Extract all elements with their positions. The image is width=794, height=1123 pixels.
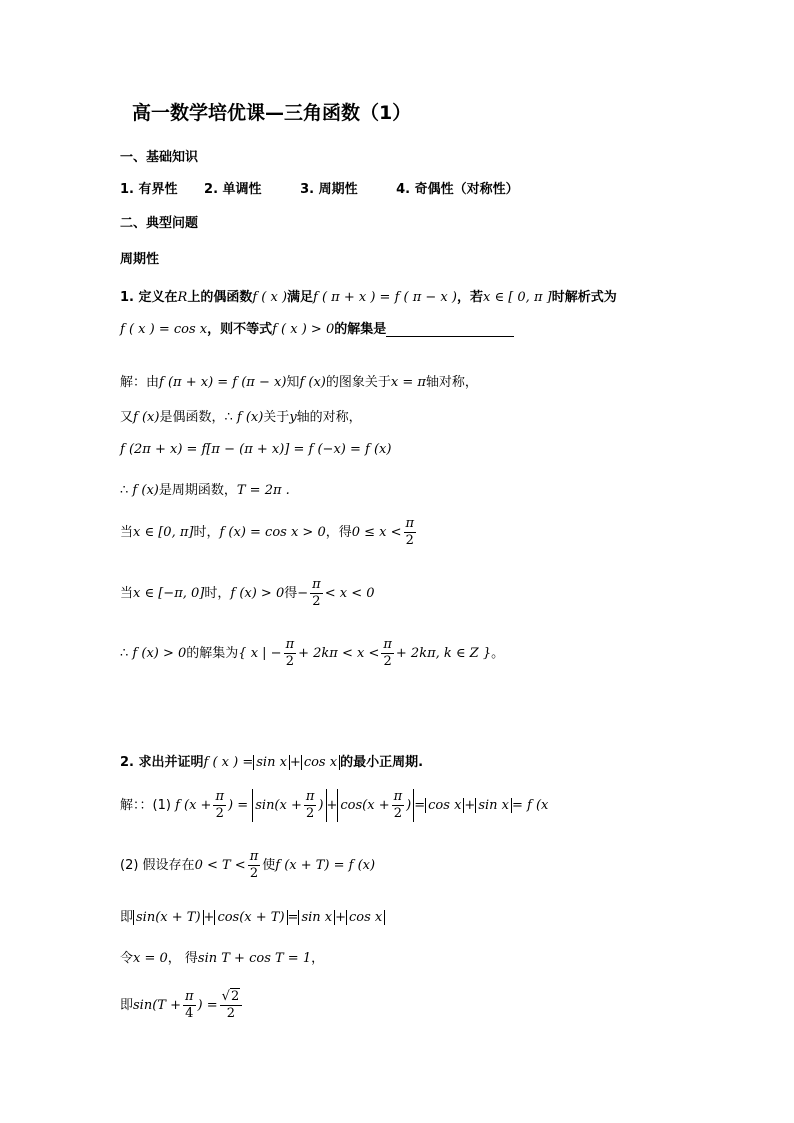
solution1-line4: ∴ f (x)是周期函数，T = 2π . [120, 483, 290, 498]
solution2-line1: 解：：(1) f (x + $\frac{\pi}{2}$ ) = sin(x + $\frac{\pi}{2}$ ) + cos(x + $\frac{\pi}{2}$ ) = cos x + sin x = f (x [120, 789, 549, 821]
solution2-line3: 即 sin(x + T) + cos(x + T) = sin x + cos x [120, 906, 385, 925]
page-title: 高一数学培优课—三角函数（1） [132, 102, 412, 124]
solution2-line4: 令x = 0， 得sin T + cos T = 1， [120, 951, 325, 966]
item-monotonicity: 2. 单调性 [204, 182, 262, 197]
answer-blank [386, 324, 514, 337]
item-boundedness: 1. 有界性 [120, 182, 178, 197]
solution1-line5: 当x ∈ [0, π]时，f (x) = cos x > 0，得0 ≤ x < $\frac{\pi}{2}$ [120, 516, 415, 548]
problem2-question: 2. 求出并证明f ( x ) = sin x + cos x 的最小正周期. [120, 755, 424, 770]
solution1-line7: ∴ f (x) > 0的解集为{ x | − $\frac{\pi}{2}$ + 2kπ < x < $\frac{\pi}{2}$ + 2kπ, k ∈ Z }。 [120, 637, 505, 669]
fraction: $\frac{\pi}{2}$ [285, 637, 295, 669]
subsection-periodicity: 周期性 [120, 252, 160, 267]
sqrt2-over-2: $\frac{√2}{2}$ [220, 989, 243, 1022]
basic-items [120, 178, 519, 197]
fraction: $\frac{\pi}{2}$ [383, 637, 392, 669]
abs-cos-term: cos(x + $\frac{\pi}{2}$ ) [337, 789, 414, 822]
solution2-line5: 即sin(T + $\frac{\pi}{4}$ ) = $\frac{√2}{2}$ [120, 989, 244, 1022]
section-problems-heading: 二、典型问题 [120, 216, 199, 231]
fraction: $\frac{\pi}{2}$ [249, 849, 259, 881]
fraction: $\frac{\pi}{2}$ [312, 577, 321, 609]
section-basic-heading: 一、基础知识 [120, 150, 199, 165]
solution2-line2: (2) 假设存在0 < T < $\frac{\pi}{2}$ 使f (x + T) = f (x) [120, 849, 376, 881]
problem1-question-line2: f ( x ) = cos x，则不等式f ( x ) > 0的解集是 [120, 318, 514, 337]
solution1-line2: 又f (x)是偶函数，∴ f (x)关于y轴的对称， [120, 410, 362, 425]
fraction: $\frac{\pi}{2}$ [405, 516, 415, 548]
problem1-question-line1: 1. 定义在R上的偶函数f ( x )满足f ( π + x ) = f ( π − x )，若x ∈ [ 0, π ]时解析式为 [120, 290, 617, 305]
abs-sin-term: sin(x + $\frac{\pi}{2}$ ) [252, 789, 326, 822]
item-parity: 4. 奇偶性（对称性） [396, 182, 519, 197]
solution1-line3: f (2π + x) = f[π − (π + x)] = f (−x) = f (x) [120, 442, 392, 457]
fraction: $\frac{\pi}{2}$ [215, 789, 224, 821]
item-periodicity: 3. 周期性 [300, 182, 358, 197]
solution1-line1: 解：由f (π + x) = f (π − x)知f (x)的图象关于x = π轴对称， [120, 375, 478, 390]
fraction: $\frac{\pi}{4}$ [185, 989, 194, 1021]
solution1-line6: 当x ∈ [−π, 0]时，f (x) > 0得− $\frac{\pi}{2}$ < x < 0 [120, 577, 375, 609]
